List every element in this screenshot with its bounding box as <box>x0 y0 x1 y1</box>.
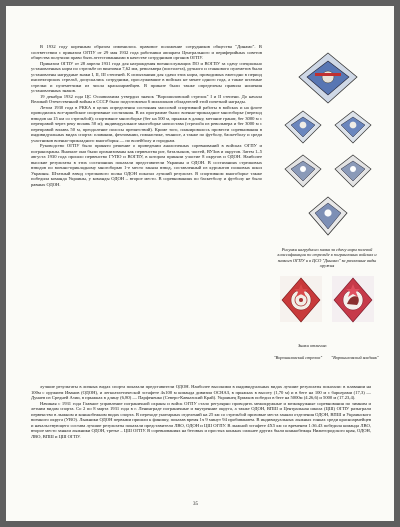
badge-drawing-bottom <box>309 197 347 235</box>
main-text-column <box>31 44 262 187</box>
badge-drawing-middle-left <box>285 111 321 143</box>
insignia-caption-right: "Ворошиловский всадник" <box>331 355 379 360</box>
paragraph: Руководство ОГПУ было принято решение о проведении аналогичных соревнований в войсках ОГПУ и погранохраны. Вначале они были организованы как первенства рот, батальонов, частей, ВУЗов и округов. Затем 1–5 августа 1930 года прошло первенство ГУПО и ВОГПУ, в котором приняли участие 8 округов и ОДОН. Наиболее высокие результаты в этих состязаниях показали представители Украины и ОДОН. В состязаниях стрелковых взводов по военно-прикладному многоборью 1-е место заняла взвод, составленный из курсантов полковых школ Украины. Штатный взвод стрелкового полка ОДОН показал лучший результат. В спортивном многоборье также победила команда Украины, у команды ОДОН – второе место. В соревнованиях по баскетболу и футболу не было равных ОДОН. <box>31 143 262 187</box>
badge-drawing-lower-left <box>285 155 321 187</box>
paragraph: лучшие результаты в личных видах спорта показали представители ОДОН. Наиболее высокими в индивидуальных видах лучшие результаты показали: в плавании на 100м с оружием Иванов (ОДОН), и легкоатлетической эстафете 4х100 м команда дивизии ОСНАЗ, в прыжках в высоту (1,70 м) и в беге на 100 м с барьерами (17,3) — Дунаев из Средней Азии, в прыжках в длину (6,80) — Парфененко (Северо-Кавказский Край). Украинец Ермаков победил в беге на 5000м (4.26,6) и 5000 м (17.23,4). <box>31 384 371 400</box>
insignia-label: Знаки отличия: <box>298 343 328 348</box>
figure-caption: Рисунки нагрудного знака за сдачу норм полевой классификации по стрельбе в пограничных войсках и знакогп ОГПУ и в ЦСО "Динамо" за различные виды оружия <box>277 247 377 269</box>
insignia-caption-left: "Ворошиловский стрелок" <box>273 355 323 360</box>
badge-drawings-figure <box>279 51 377 241</box>
paragraph: В 1932 году коренным образом изменилось правовое положение сотрудников общества "Динамо". В соответствии с приказом ОГПУ от 29 мая 1932 года работники аппарата Центрального и периферийных советов общества получили право быть аттестованными в качестве сотрудников органов ОГПУ. <box>31 44 262 60</box>
voroshilov-shooter-badge <box>280 276 322 322</box>
badge-drawing-middle-right <box>335 111 371 143</box>
badge-drawing-top <box>299 53 357 103</box>
document-page <box>6 6 394 521</box>
badge-drawing-lower-right <box>335 155 371 187</box>
full-width-text <box>31 384 371 439</box>
paragraph: Летом 1930 года в РККА в целях определения состояния массовой спортивной работы в войсках и на флоте проводились все-армейские спортивные состязания. В их программе были: военно-прикладное многоборье (переход взводов на 15 км со стрельбой); спортивное многоборье (бег на 500 м, прыжки в длину, метание гранат, бег 3000 м с переправой через реку вплавь 50 м); индивидуальное многоборье начсостава (стрельба из револьвера и бег 3000 м с переправой вплавь 50 м, преодоление полосы препятствий). Кроме того, планировалось провести соревнования в индивидуальных видах спорта: плавании, фехтовании, гимнастике, теннисе, а также по футболу, баскетболу и среди участников военно-прикладного многоборья — по волейболу и городкам. <box>31 104 262 143</box>
paragraph: Начиная с 1931 года Главное управление пограничной охраны и войск ОГПУ стало регулярно проводить межокружные и межокружные соревнования по зимним и летним видам спорта. Со 2 по 8 марта 1931 года в г. Ленинграде пограничные и внутренние округа, а также ОДОН, ВПШ и Центральная школа (ЦШ) ОГПУ разыграли первенство в лыжном и конькобежном видах спорта. В переходе унитарных отделений на 25 км со стрельбой призовые места заняли отделения ОДОН, ВПШ и Украинского военного округа (УВО). Лыжники ОДОН первыми пришли к финишу, показав время 1ч 9 минут 94 пробиванием. В индивидуальных лыжных гонках среди красноармейцев и начальствующего состава лучшие результаты показали представители ЛВО, ОДОН и ЦШ ОГПУ. В лыжной эстафете 4Х5 км со временем 1:36.43 победила команда ЛВО, второе место заняли лыжники ОДОН, третье – ЦШ ОГПУ. В соревнованиях на беговых и простых коньках сильнее других были конькобежцы Нижегородского края, ОДОН, ЛВО, ВПШ и ЦШ ОГПУ. <box>31 400 371 439</box>
paragraph: 19 декабря 1932 года ЦС Осоавиахима утвердил значок "Ворошиловский стрелок" I и II степени. До начала Великой Отечественной войны в СССР было подготовлено 6 миллионов обладателей этой почетной награды. <box>31 93 262 104</box>
paragraph: Приказом ОГПУ от 28 апреля 1931 года для награждения военнослужащих ПО и ВОГПУ за сдачу специально установленных норм по стрельбе из винтовки 7,62 мм, револьвера (пистолета), ручного и станкового пулеметов были установлены нагрудные знаки I, II, III степеней. К испытаниям для сдачи этих норм, проводимых ежегодно в период инспекторских стрельб, допускались сотрудники, прослужившие в войсках не менее одного года, а также штатные стрелки и пулеметчики из числа красноармейцев. В приказе были также определены правила ношения установленных знаков. <box>31 60 262 93</box>
page-number: 35 <box>193 502 198 507</box>
voroshilov-rider-badge <box>332 276 374 322</box>
insignia-photos-figure <box>274 270 380 348</box>
